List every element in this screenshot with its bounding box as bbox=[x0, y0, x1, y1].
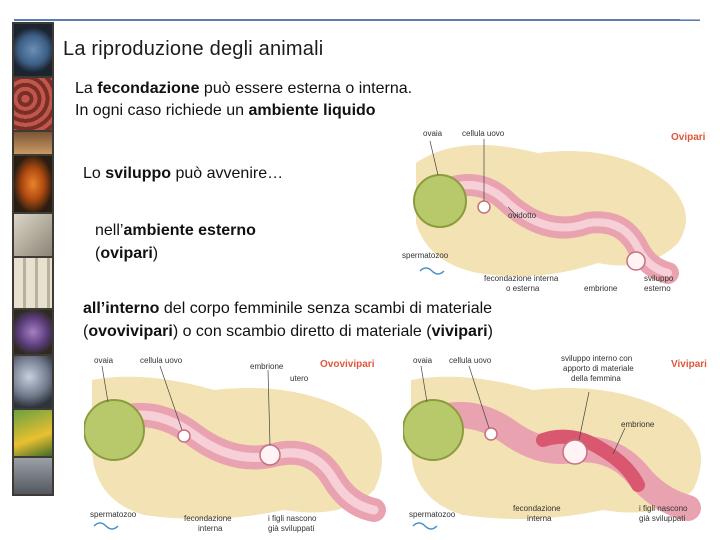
ovary-shape bbox=[414, 175, 466, 227]
label-spermatozoo: spermatozoo bbox=[409, 510, 456, 519]
label-cellula-uovo: cellula uovo bbox=[449, 356, 492, 365]
label-ovaia: ovaia bbox=[94, 356, 114, 365]
line-ovovivipari-vivipari bbox=[83, 322, 493, 341]
label-ovaia: ovaia bbox=[423, 129, 443, 138]
label-spermatozoo: spermatozoo bbox=[90, 510, 137, 519]
label-della-femmina: della femmina bbox=[571, 374, 621, 383]
text-run: ) bbox=[487, 323, 493, 340]
text-run: ) o con scambio diretto di materiale ( bbox=[172, 323, 432, 340]
term-sviluppo: sviluppo bbox=[105, 165, 172, 182]
coral-photo bbox=[14, 78, 52, 130]
term-vivipari: vivipari bbox=[431, 323, 488, 340]
label-figli-nascono: i figli nascono bbox=[268, 514, 317, 523]
label-embrione: embrione bbox=[250, 362, 284, 371]
text-run: può essere esterna o interna. bbox=[199, 80, 413, 97]
heading-ovipari: Ovipari bbox=[671, 132, 706, 143]
egg-cell-shape bbox=[478, 201, 490, 213]
ovary-shape bbox=[403, 400, 463, 460]
sperm-shape bbox=[420, 268, 444, 274]
text-run: Lo bbox=[83, 165, 106, 182]
heading-vivipari: Vivipari bbox=[671, 359, 707, 370]
label-cellula-uovo: cellula uovo bbox=[462, 129, 505, 138]
label-sviluppo-interno: sviluppo interno con bbox=[561, 354, 633, 363]
ovovivipari-figure bbox=[84, 350, 400, 538]
ovary-shape bbox=[84, 400, 144, 460]
label-o-esterna: o esterna bbox=[506, 284, 540, 293]
label-esterno: esterno bbox=[644, 284, 671, 293]
earth-photo bbox=[14, 24, 52, 76]
sperm-shape bbox=[94, 523, 118, 529]
photo-strip-sidebar bbox=[12, 22, 54, 496]
text-run: del corpo femminile senza scambi di materiale bbox=[159, 300, 493, 317]
label-embrione: embrione bbox=[621, 420, 655, 429]
label-gia-sviluppati: già sviluppati bbox=[639, 514, 686, 523]
butterfly-photo bbox=[14, 156, 52, 212]
line-ambiente-liquido bbox=[75, 101, 376, 120]
sperm-shape bbox=[413, 523, 437, 529]
title-rule-end bbox=[680, 19, 700, 20]
heading-ovovivipari: Ovovivipari bbox=[320, 359, 375, 370]
label-ovaia: ovaia bbox=[413, 356, 433, 365]
ovipari-illustration bbox=[398, 123, 716, 298]
term-all-interno: all’interno bbox=[83, 300, 160, 317]
label-cellula-uovo: cellula uovo bbox=[140, 356, 183, 365]
label-figli-nascono: i figli nascono bbox=[639, 504, 688, 513]
embryo-drawings-photo bbox=[14, 258, 52, 308]
term-ambiente-liquido: ambiente liquido bbox=[248, 102, 376, 119]
embryo-shape bbox=[260, 445, 280, 465]
skull-photo bbox=[14, 214, 52, 256]
label-fecondazione: fecondazione bbox=[184, 514, 232, 523]
ovipari-figure bbox=[398, 123, 716, 298]
label-fecondazione-interna: fecondazione interna bbox=[484, 274, 559, 283]
line-fecondazione bbox=[75, 79, 412, 98]
flower-photo bbox=[14, 310, 52, 354]
label-embrione: embrione bbox=[584, 284, 618, 293]
egg-cell-shape bbox=[178, 430, 190, 442]
label-interna: interna bbox=[527, 514, 552, 523]
embryo-egg-shape bbox=[627, 252, 645, 270]
label-gia-sviluppati: già sviluppati bbox=[268, 524, 315, 533]
text-run: In ogni caso richiede un bbox=[75, 102, 249, 119]
term-ovipari: ovipari bbox=[100, 245, 153, 262]
text-run: ( bbox=[95, 245, 101, 262]
text-run: ) bbox=[152, 245, 159, 262]
label-spermatozoo: spermatozoo bbox=[402, 251, 449, 260]
title-rule bbox=[14, 19, 700, 21]
term-ambiente-esterno: ambiente esterno bbox=[123, 222, 256, 239]
label-sviluppo: sviluppo bbox=[644, 274, 674, 283]
line-sviluppo bbox=[83, 164, 283, 183]
text-run: ( bbox=[83, 323, 89, 340]
text-run: La bbox=[75, 80, 98, 97]
term-ovovivipari: ovovivipari bbox=[88, 323, 173, 340]
molecule-photo bbox=[14, 356, 52, 408]
vivipari-figure bbox=[403, 350, 716, 538]
label-apporto-materiale: apporto di materiale bbox=[563, 364, 634, 373]
label-fecondazione: fecondazione bbox=[513, 504, 561, 513]
text-run: può avvenire… bbox=[171, 165, 284, 182]
embryo-shape bbox=[563, 440, 587, 464]
line-ovipari bbox=[95, 244, 158, 263]
page-title: La riproduzione degli animali bbox=[63, 38, 324, 60]
line-ambiente-esterno bbox=[95, 221, 256, 240]
text-run: nell’ bbox=[95, 222, 124, 239]
line-all-interno bbox=[83, 299, 492, 318]
label-ovidotto: ovidotto bbox=[508, 211, 537, 220]
lab-photo bbox=[14, 458, 52, 494]
label-utero: utero bbox=[290, 374, 309, 383]
egg-cell-shape bbox=[485, 428, 497, 440]
leaves-photo bbox=[14, 410, 52, 456]
label-interna: interna bbox=[198, 524, 223, 533]
term-fecondazione: fecondazione bbox=[97, 80, 200, 97]
mushroom-photo bbox=[14, 132, 52, 154]
